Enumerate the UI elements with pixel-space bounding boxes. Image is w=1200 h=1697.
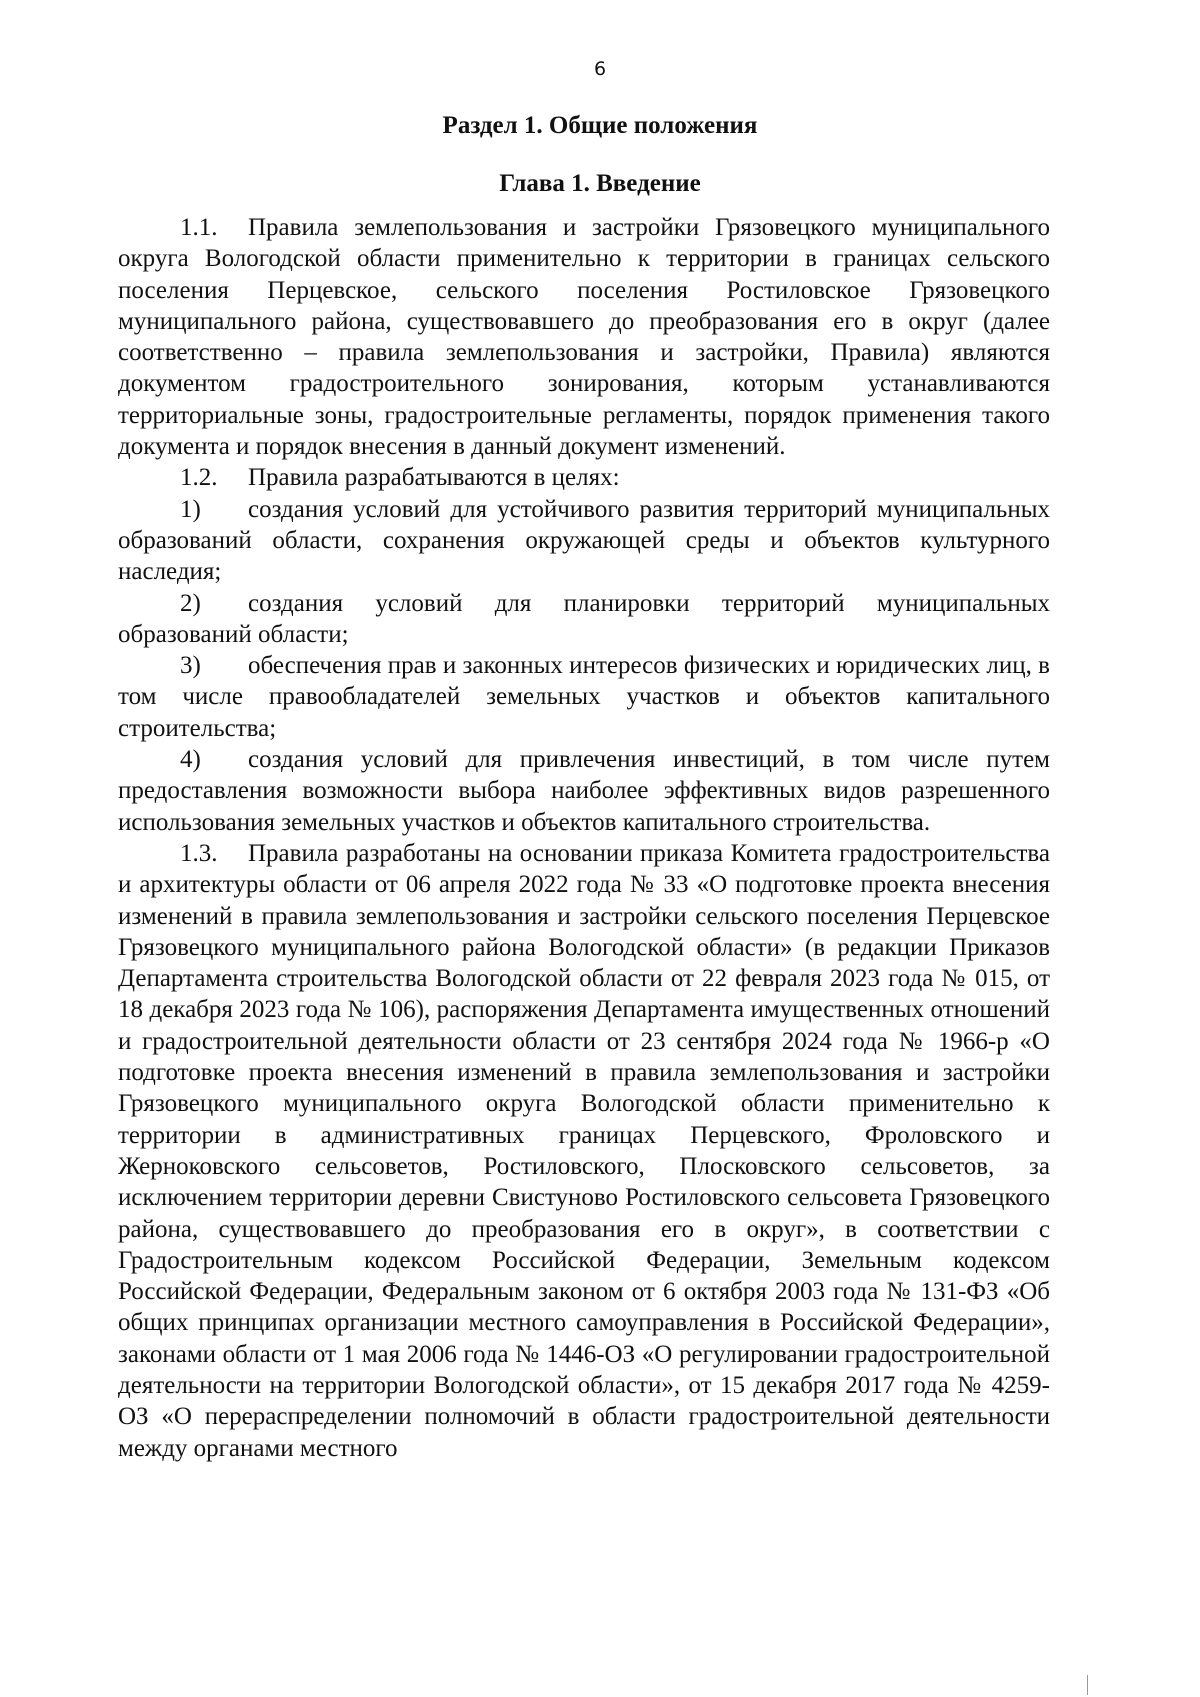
chapter-title: Глава 1. Введение [499,170,701,197]
paragraph-text: Правила землепользования и застройки Грязовецкого муниципального округа Вологодской области применительно к территории в границах сельского поселения Перцевское, сельского поселения Ростиловское Грязовецкого муниципального района, существовавшего до преобразования его в округ (далее соответственно – правила землепользования и застройки, Правила) являются документом градостроительного зонирования, которым устанавливаются территориальные зоны, градостроительные регламенты, порядок применения такого документа и порядок внесения в данный документ изменений. [118,214,1050,461]
paragraph-number: 1.1. [180,214,218,241]
section-title: Раздел 1. Общие положения [442,112,758,139]
list-item-text: обеспечения прав и законных интересов физических и юридических лиц, в том числе правообладателей земельных участков и объектов капитального строительства; [118,652,1050,742]
paragraph-number: 1.3. [180,839,218,867]
scan-edge-mark [1087,1675,1088,1695]
list-item-3 [118,650,1050,744]
paragraph-text: Правила разрабатываются в целях: [248,464,620,492]
list-item-number: 3) [180,652,201,680]
list-item-4 [118,744,1050,838]
paragraph-1-3 [118,838,1050,1464]
list-item-text: создания условий для планировки территорий муниципальных образований области; [118,589,1050,648]
list-item-number: 1) [180,495,201,523]
paragraph-number: 1.2. [180,464,218,492]
list-item-text: создания условий для привлечения инвестиций, в том числе путем предоставления возможности выбора наиболее эффективных видов разрешенного использования земельных участков и объектов капитального строительства. [118,746,1050,836]
paragraph-text: Правила разработаны на основании приказа Комитета градостроительства и архитектуры области от 06 апреля 2022 года № 33 «О подготовке проекта внесения изменений в правила землепользования и застройки сельского поселения Перцевское Грязовецкого муниципального района Вологодской области» (в редакции Приказов Департамента строительства Вологодской области от 22 февраля 2023 года № 015, от 18 декабря 2023 года № 106), распоряжения Департамента имущественных отношений и градостроительной деятельности области от 23 сентября 2024 года № 1966-р «О подготовке проекта внесения изменений в правила землепользования и застройки Грязовецкого муниципального округа Вологодской области применительно к территории в административных границах Перцевского, Фроловского и Жерноковского сельсоветов, Ростиловского, Плосковского сельсоветов, за исключением территории деревни Свистуново Ростиловского сельсовета Грязовецкого района, существовавшего до преобразования его в округ», в соответствии с Градостроительным кодексом Российской Федерации, Земельным кодексом Российской Федерации, Федеральным законом от 6 октября 2003 года № 131-ФЗ «Об общих принципах организации местного самоуправления в Российской Федерации», законами области от 1 мая 2006 года № 1446-ОЗ «О регулировании градостроительной деятельности на территории Вологодской области», от 15 декабря 2017 года № 4259-ОЗ «О перераспределении полномочий в области градостроительной деятельности между органами местного [118,839,1050,1462]
list-item-1 [118,494,1050,588]
document-body [118,212,1050,1464]
paragraph-1-1 [118,212,1050,462]
list-item-text: создания условий для устойчивого развития территорий муниципальных образований области, сохранения окружающей среды и объектов культурного наследия; [118,495,1050,586]
paragraph-1-2 [118,462,1050,493]
list-item-number: 4) [180,746,201,774]
list-item-number: 2) [180,589,201,617]
list-item-2 [118,588,1050,651]
page-number: 6 [593,58,607,80]
